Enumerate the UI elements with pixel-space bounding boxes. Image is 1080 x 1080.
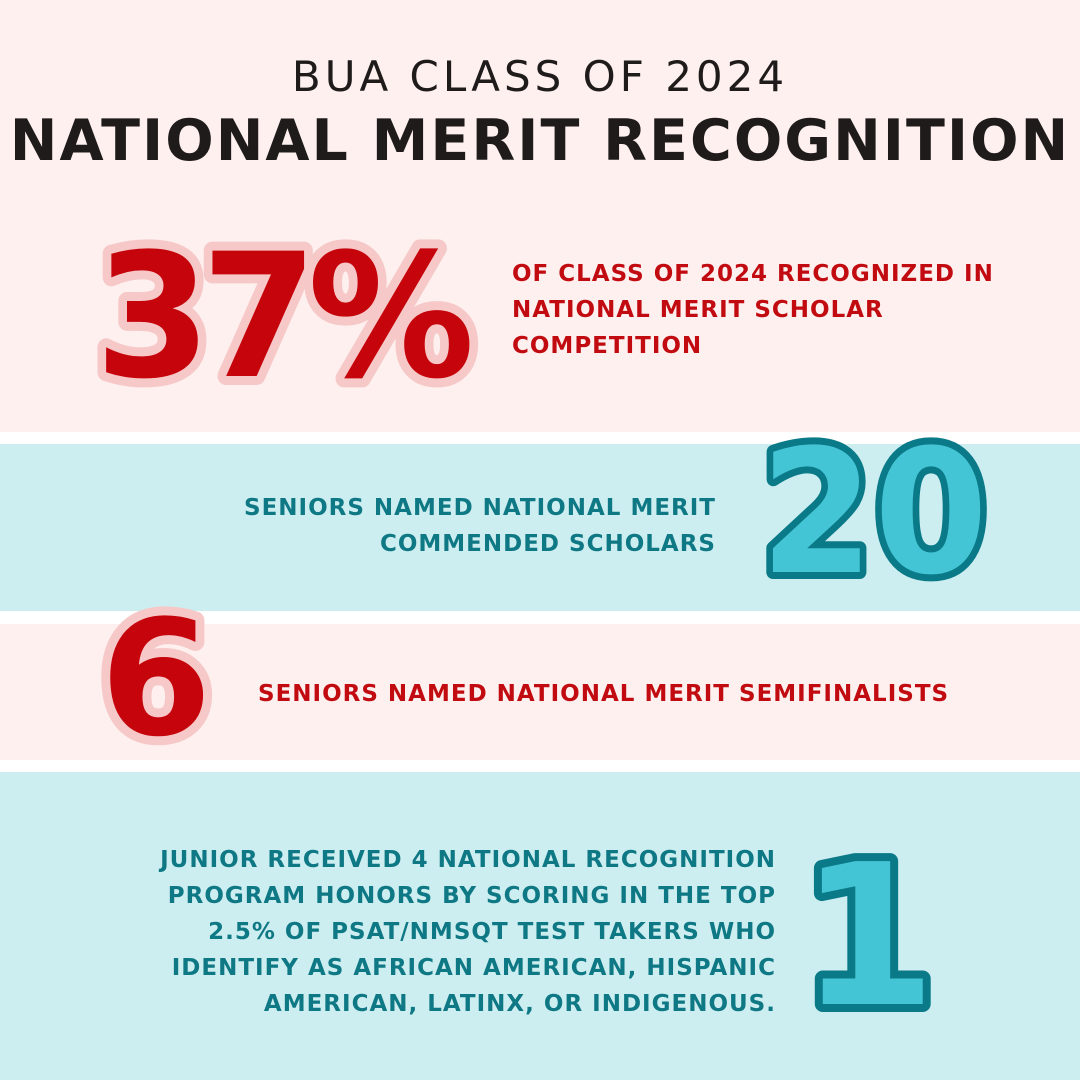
- stat-number-commended: [748, 412, 1008, 613]
- stat-number-semifinalists: [86, 584, 226, 772]
- stat-number-percent: [80, 216, 480, 417]
- stat-caption-junior: JUNIOR RECEIVED 4 NATIONAL RECOGNITION PROGRAM HONORS BY SCORING IN THE TOP 2.5% OF PSAT/NMSQT TEST TAKERS WHO IDENTIFY AS AFRICAN AMERICAN, HISPANIC AMERICAN, LATINX, OR INDIGENOUS.: [160, 847, 776, 1017]
- subtitle: BUA CLASS OF 2024: [291, 52, 789, 101]
- stat-caption-percent: OF CLASS OF 2024 RECOGNIZED IN NATIONAL MERIT SCHOLAR COMPETITION: [512, 261, 994, 359]
- stat-number-commended-text: 20: [760, 412, 988, 613]
- page-title: NATIONAL MERIT RECOGNITION: [9, 108, 1071, 174]
- stat-caption-semifinalists: SENIORS NAMED NATIONAL MERIT SEMIFINALISTS: [258, 681, 950, 707]
- stat-number-junior-text: 1: [799, 823, 937, 1051]
- stat-number-semifinalists-text: 6: [100, 585, 212, 772]
- stat-number-junior: [799, 823, 937, 1051]
- stat-caption-commended: SENIORS NAMED NATIONAL MERIT COMMENDED SCHOLARS: [244, 495, 716, 557]
- stat-number-percent-text: 37%: [95, 216, 470, 417]
